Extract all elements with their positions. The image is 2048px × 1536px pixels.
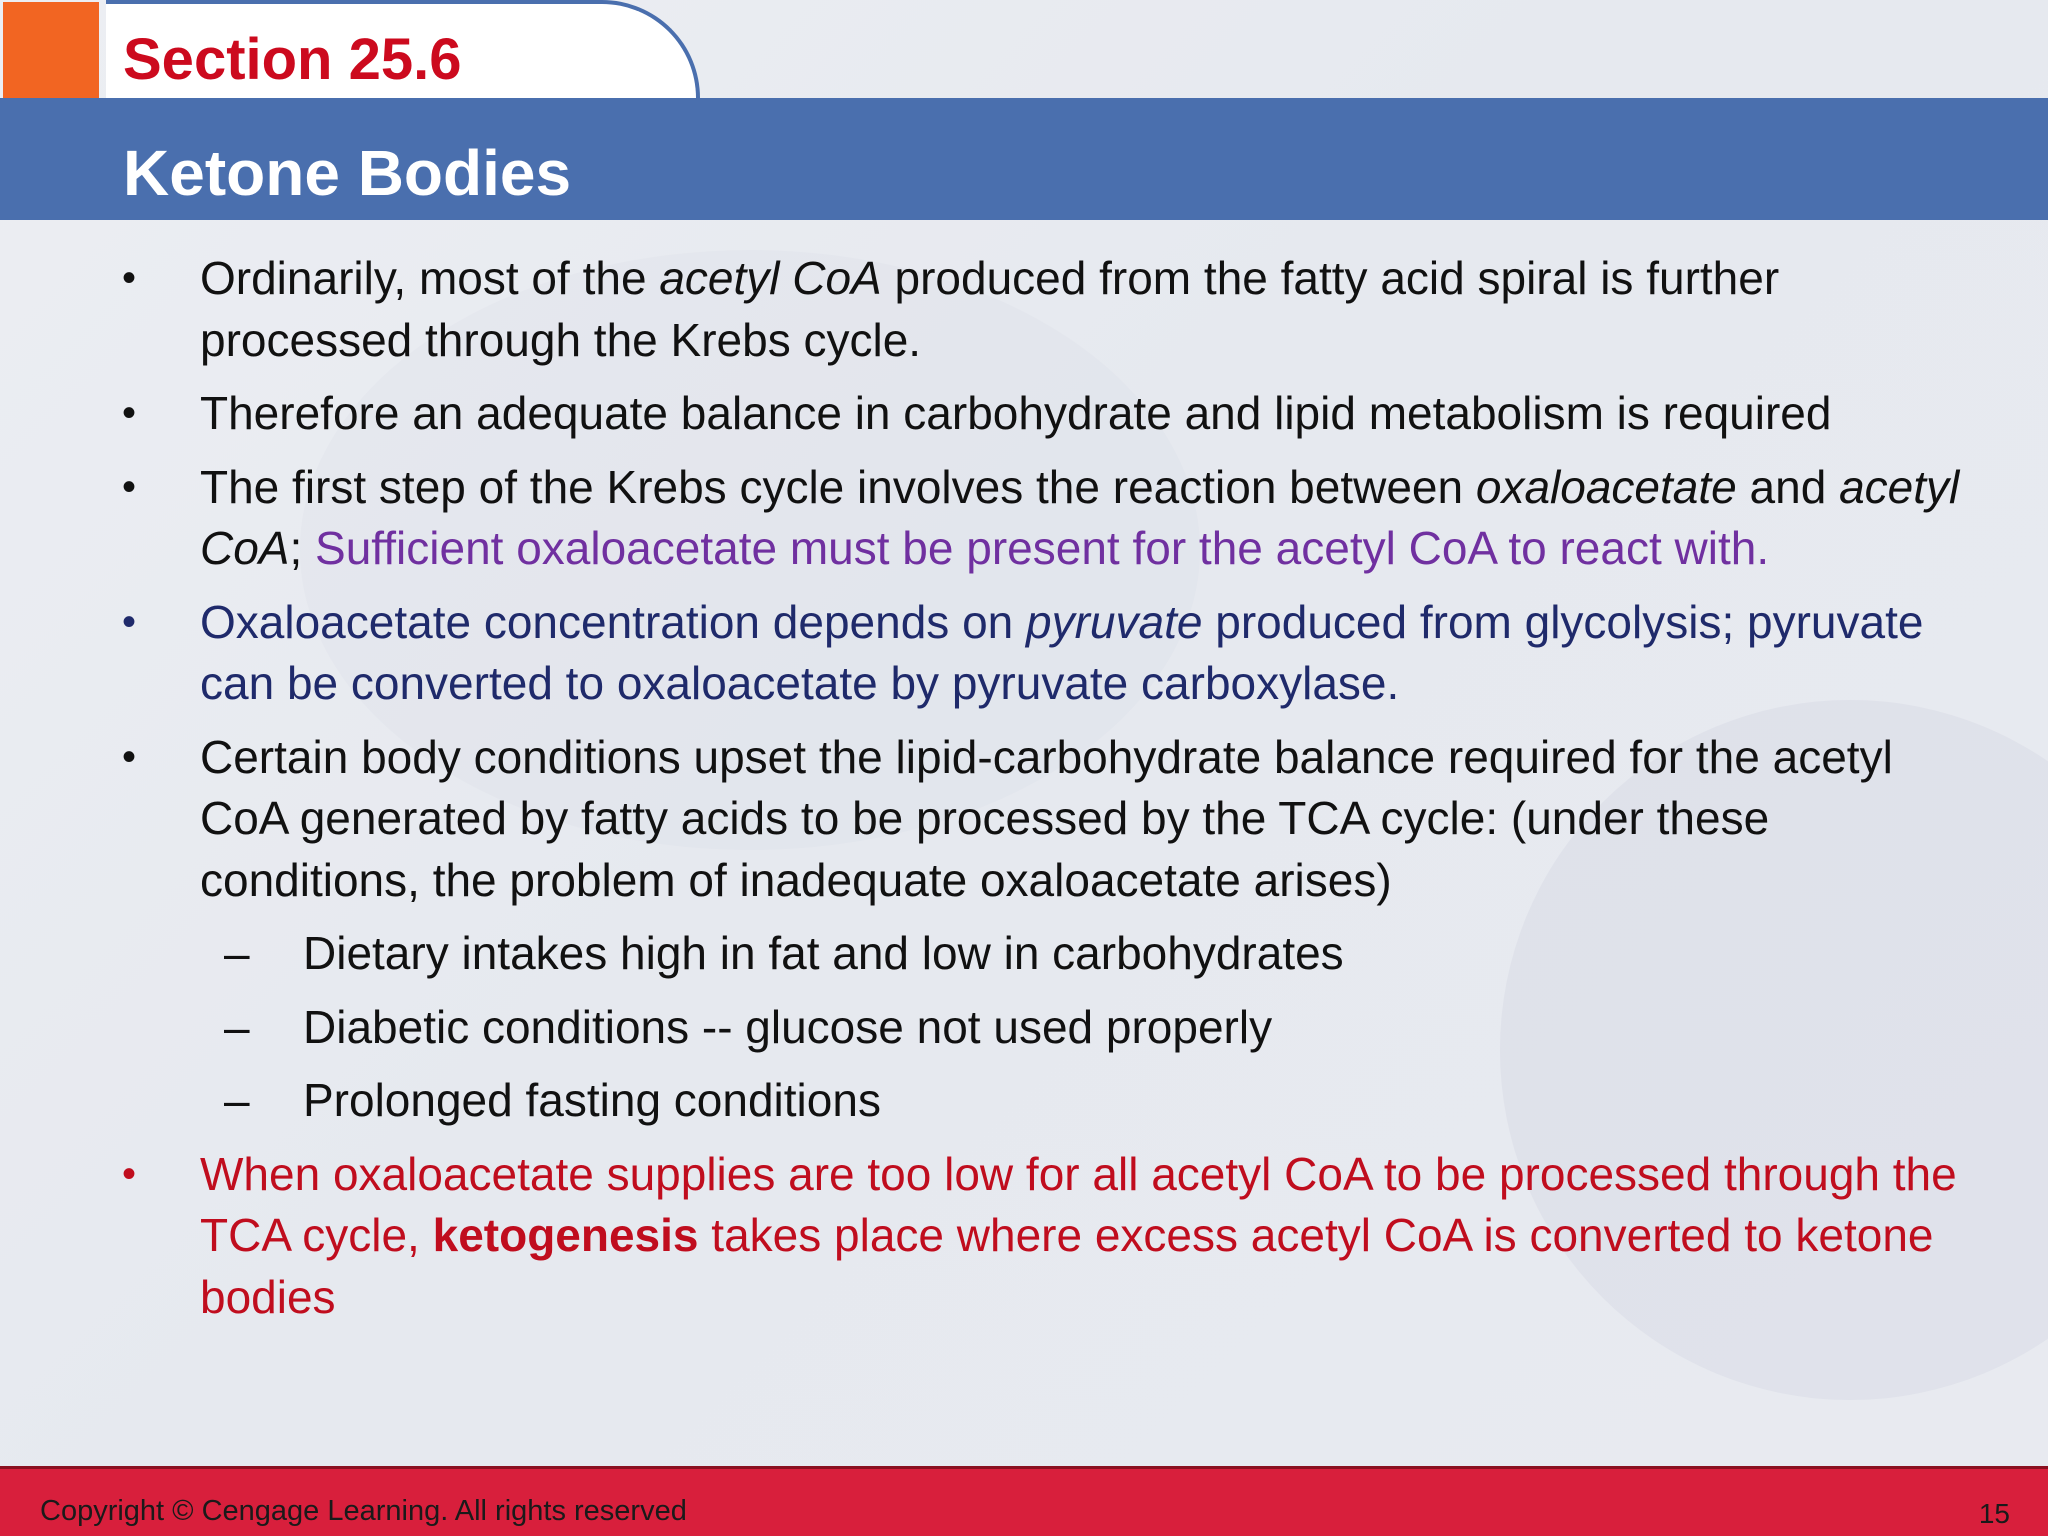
bullet-marker: • [122, 464, 137, 509]
bullet-text: Certain body conditions upset the lipid-carbohydrate balance required for the acetyl CoA generated by fatty acids to be processed by the TCA cycle: (under these conditions, the problem of inadequate oxaloacetate arises) [200, 730, 1893, 906]
page-number: 15 [1978, 1498, 2010, 1529]
bullet-marker: • [122, 391, 137, 435]
bullet-text: Oxaloacetate concentration depends on [200, 595, 1027, 648]
bullet-text: Sufficient oxaloacetate must be present for the acetyl CoA to react with. [315, 522, 1770, 574]
sub-bullet-text: Dietary intakes high in fat and low in carbohydrates [303, 927, 1344, 979]
bullet-marker: • [122, 734, 137, 779]
bullet-item [0, 248, 2048, 371]
accent-square [3, 2, 99, 98]
bullet-text: oxaloacetate [1475, 460, 1737, 513]
sub-bullet-marker: – [224, 1074, 250, 1126]
bullet-item [0, 592, 2048, 715]
sub-bullet-item [0, 997, 2048, 1059]
bullet-text: Ordinarily, most of the [200, 252, 660, 304]
bullet-text: pyruvate [1026, 595, 1203, 648]
bullet-text: acetyl CoA [659, 252, 882, 304]
page-title: Ketone Bodies [123, 137, 572, 209]
sub-bullet-marker: – [224, 927, 250, 979]
sub-bullet-marker: – [224, 1000, 250, 1053]
bullet-text: The first step of the Krebs cycle involves the reaction between [200, 460, 1476, 513]
bullet-list [0, 248, 2048, 1340]
sub-bullet-item [0, 923, 2048, 985]
bullet-item [0, 727, 2048, 912]
section-label: Section 25.6 [123, 27, 462, 92]
bullet-item [0, 457, 2048, 580]
bullet-text: ; [289, 522, 316, 574]
bullet-item [0, 1144, 2048, 1329]
copyright-text: Copyright © Cengage Learning. All rights reserved [40, 1495, 687, 1527]
bullet-text: Therefore an adequate balance in carbohydrate and lipid metabolism is required [200, 387, 1832, 439]
bullet-text: takes place where excess acetyl CoA is converted to ketone bodies [200, 1209, 1934, 1323]
bullet-marker: • [122, 599, 137, 644]
bullet-text: ketogenesis [432, 1209, 699, 1261]
bullet-marker: • [122, 1151, 137, 1196]
bullet-text: produced from the fatty acid spiral is further processed through the Krebs cycle. [200, 252, 1780, 366]
bullet-text: When oxaloacetate supplies are too low for all acetyl CoA to be processed through the TCA cycle, [200, 1147, 1957, 1261]
bullet-text: and [1736, 460, 1840, 513]
bullet-text: acetyl CoA [200, 460, 1960, 574]
sub-bullet-text: Diabetic conditions -- glucose not used properly [303, 1000, 1273, 1053]
bullet-text: produced from glycolysis; pyruvate can be converted to oxaloacetate by pyruvate carboxylase. [200, 595, 1924, 709]
bullet-item [0, 383, 2048, 445]
sub-bullet-text: Prolonged fasting conditions [303, 1074, 881, 1126]
sub-bullet-item [0, 1070, 2048, 1132]
bullet-marker: • [122, 256, 137, 300]
